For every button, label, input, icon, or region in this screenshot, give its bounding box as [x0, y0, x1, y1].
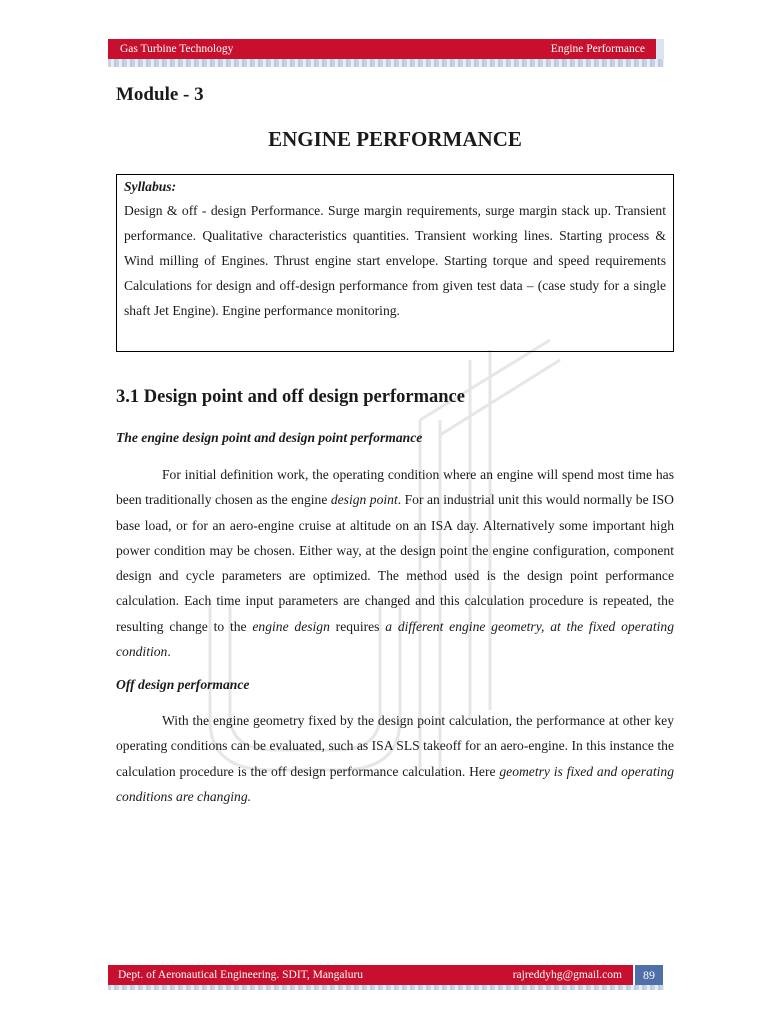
subheading-design-point: The engine design point and design point performance: [116, 430, 423, 445]
module-label: Module - 3: [116, 84, 204, 105]
subheading-off-design: Off design performance: [116, 677, 250, 692]
p2-text-a: With the engine geometry fixed by the design point calculation, the performance at other key operating conditions can be evaluated, such as ISA SLS takeoff for an aero-engine. In this instance the calculation procedure is the off design performance calculation. Here: [116, 713, 674, 779]
p1-text-c: . For an industrial unit this would normally be ISO base load, or for an aero-engine cruise at altitude on an ISA day. Alternatively some important high power condition may be chosen. Either way, at the design point the engine configuration, component design and cycle parameters are optimized. The method used is the design point performance calculation. Each time input parameters are changed and this calculation procedure is repeated, the resulting change to the: [116, 492, 674, 634]
syllabus-text: Design & off - design Performance. Surge margin requirements, surge margin stack up. Transient performance. Qualitative characteristics quantities. Transient working lines. Starting process & Wind milling of Engines. Thrust engine start envelope. Starting torque and speed requirements Calculations for design and off-design performance from given test data – (case study for a single shaft Jet Engine). Engine performance monitoring.: [124, 203, 666, 318]
footer-dept-text: Dept. of Aeronautical Engineering. SDIT, Mangaluru: [118, 969, 364, 981]
footer-email: rajreddyhg@gmail.com: [512, 969, 622, 981]
syllabus-box: [116, 174, 674, 352]
p1-text-e: requires: [329, 618, 386, 634]
paragraph-design-point: [116, 462, 674, 664]
page-footer: [108, 965, 633, 985]
page-title: ENGINE PERFORMANCE: [268, 127, 522, 151]
p1-text-a: For initial definition work, the operating condition where an engine will spend most time has been traditionally chosen as the engine: [116, 467, 674, 508]
header-tab-decoration: [656, 39, 664, 59]
p1-text-g: .: [167, 644, 171, 660]
p1-emph-engine-design: engine design: [252, 618, 330, 634]
section-heading: 3.1 Design point and off design performance: [116, 387, 465, 407]
page-header: [108, 39, 656, 59]
header-right-text: Engine Performance: [550, 43, 645, 55]
paragraph-off-design: [116, 708, 674, 809]
p1-emph-design-point: design point: [330, 492, 398, 508]
p1-emph-geometry: a different engine geometry, at the fixed operating condition: [116, 618, 674, 660]
header-left-text: Gas Turbine Technology: [120, 43, 234, 55]
header-pattern-strip: [108, 59, 664, 67]
p2-emph-geometry-fixed: geometry is fixed and operating conditions are changing.: [116, 763, 674, 804]
footer-pattern-strip: [108, 985, 664, 990]
syllabus-label: Syllabus:: [124, 179, 177, 194]
page-number: 89: [635, 965, 663, 985]
